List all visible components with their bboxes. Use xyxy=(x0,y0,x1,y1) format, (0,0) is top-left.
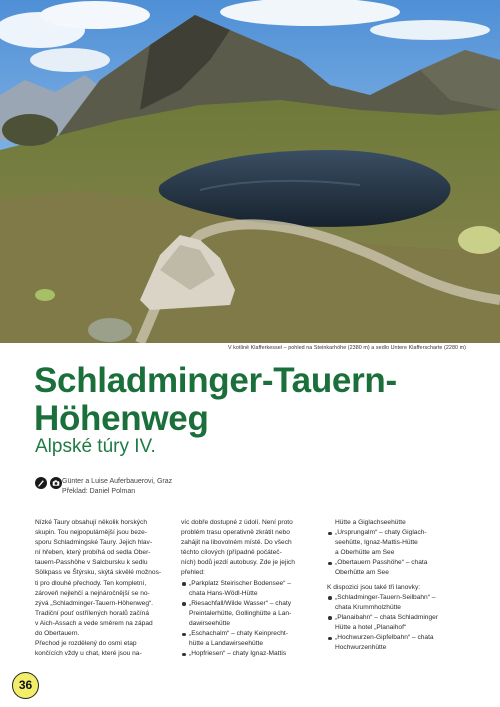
list-item: „Hopfriesen“ – chaty Ignaz-Mattis xyxy=(181,649,326,659)
list-item: „Schladminger-Tauern-Seilbahn“ – chata Krummholzhütte xyxy=(327,593,472,613)
col2-line: zahájit na libovolném místě. Do všech xyxy=(181,539,292,547)
col2-line: problém trasu operativně zkrátit nebo xyxy=(181,529,290,537)
list-item: „Riesachfall/Wilde Wasser“ – chaty Preintalerhütte, Gollinghütte a Lan- dawirseehütte xyxy=(181,599,326,629)
col2-line: ních) bodů jezdí autobusy. Zde je jejich xyxy=(181,559,295,567)
col3-continued-line: Hütte a Giglachseehütte xyxy=(335,519,406,526)
col2-line: přehled: xyxy=(181,569,205,577)
bus-stop-list-continued xyxy=(327,528,472,578)
mountain-lake-photo xyxy=(0,0,500,343)
author-credits xyxy=(62,477,172,496)
col1-line: končících vždy u chat, které jsou na- xyxy=(35,650,142,658)
pen-icon xyxy=(35,477,47,489)
title-line-2: Höhenweg xyxy=(34,399,209,438)
bus-stop-list xyxy=(181,579,326,660)
col1-line: skupin. Tou nejpopulárnější jsou beze- xyxy=(35,529,148,537)
cableway-intro: K dispozici jsou také tři lanovky: xyxy=(327,583,421,591)
col1-line: do Obertauern. xyxy=(35,630,80,638)
page-number: 36 xyxy=(12,672,39,699)
col1-line: tauern-Passhöhe v Salcbursku k sedlu xyxy=(35,559,148,567)
col1-line: zývá „Schladminger-Tauern-Höhenweg“. xyxy=(35,599,154,607)
list-item: „Obertauern Passhöhe“ – chata Oberhütte am See xyxy=(327,558,472,578)
list-item: „Eschachalm“ – chaty Keinprecht- hütte a Landawirseehütte xyxy=(181,629,326,649)
body-column-2 xyxy=(181,518,326,659)
col1-line: ní hřeben, který probíhá od sedla Ober- xyxy=(35,549,151,557)
col1-line: Přechod je rozdělený do osmi etap xyxy=(35,640,137,648)
col1-line: sporu Schladmingské Taury. Jejich hlav- xyxy=(35,539,153,547)
photo-caption: V kotlině Klafferkessel – pohled na Steinkarhöhe (2380 m) a sedlo Untere Klafferscharte (2280 m) xyxy=(227,345,466,351)
list-item: „Ursprungalm“ – chaty Giglach- seehütte, Ignaz-Mattis-Hütte a Oberhütte am See xyxy=(327,528,472,558)
list-item: „Planaibahn“ – chata Schladminger Hütte a hotel „Planaihof“ xyxy=(327,613,472,633)
translator-line: Překlad: Daniel Polman xyxy=(62,487,136,495)
cover-photo xyxy=(0,0,500,343)
cableway-list xyxy=(327,593,472,654)
col1-line: Tradiční pouť ostřílených horalů začíná xyxy=(35,609,150,617)
article-title xyxy=(34,362,397,438)
col1-line: ti pro dlouhé přechody. Ten kompletní, xyxy=(35,579,147,587)
col1-line: Sölkpass ve Štýrsku, skýtá skvělé možnos- xyxy=(35,569,162,577)
col2-line: těchto cílových (případně počáteč- xyxy=(181,549,282,557)
col1-line: v Aich-Assach a vede směrem na západ xyxy=(35,619,153,627)
authors-line: Günter a Luise Auferbauerovi, Graz xyxy=(62,478,173,485)
col1-line: Nízké Taury obsahují několik horských xyxy=(35,519,148,526)
col1-line: zároveň nejlehčí a nejnáročnější se no- xyxy=(35,589,150,597)
credit-icons xyxy=(35,477,62,489)
body-column-1 xyxy=(35,518,180,659)
list-item: „Hochwurzen-Gipfelbahn“ – chata Hochwurzenhütte xyxy=(327,633,472,653)
body-column-3 xyxy=(327,518,472,653)
col2-line: víc dobře dostupné z údolí. Není proto xyxy=(181,519,293,526)
camera-icon xyxy=(50,477,62,489)
title-line-1: Schladminger-Tauern- xyxy=(34,361,397,400)
list-item: „Parkplatz Steirischer Bodensee“ – chata Hans-Wödl-Hütte xyxy=(181,579,326,599)
article-subtitle: Alpské túry IV. xyxy=(35,436,156,457)
